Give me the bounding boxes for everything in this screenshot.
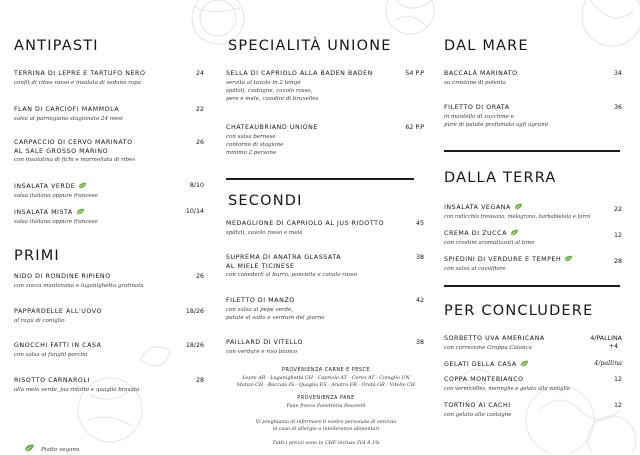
menu-item-description: spätzli, castagne, cavolo rosso, — [226, 87, 313, 94]
origin-meat-line: Lepre AR - Luganighetta CH - Capriolo AT - Cervo AT - Coniglio UN — [242, 375, 410, 381]
menu-item — [444, 402, 622, 419]
menu-item-name: SPIEDINI DI VERDURE E TEMPEH — [444, 256, 562, 263]
menu-item-price: 28 — [195, 377, 204, 384]
menu-item-name: CREMA DI ZUCCA — [444, 230, 507, 237]
section-title-secondi: SECONDI — [228, 193, 303, 209]
vegan-leaf-icon — [514, 203, 523, 210]
menu-item — [14, 106, 204, 123]
menu-item-price: 28 — [613, 258, 622, 265]
menu-item-price: 26 — [195, 139, 204, 146]
menu-item-price: 24 — [195, 70, 204, 77]
menu-item-description: con salsa bernese — [226, 133, 276, 140]
menu-item-price: 22 — [613, 206, 622, 213]
menu-item-name: FILETTO DI ORATA — [444, 104, 510, 111]
menu-item-description: salsa italiana oppure francese — [14, 192, 98, 199]
menu-item-description: pere e mele, cavolini di bruxelles — [226, 95, 319, 102]
menu-item-description: in mantello di zucchine e — [444, 113, 514, 120]
menu-item-description: purè di patate profumato agli agrumi — [444, 121, 549, 128]
menu-item-name: NIDO DI RONDINE RIPIENO — [14, 273, 111, 280]
menu-item-description: con vermicelles, meringhe e gelato alla vaniglia — [444, 385, 570, 392]
menu-item-name: FILETTO DI MANZO — [226, 297, 295, 304]
menu-item-name: GELATI DELLA CASA — [444, 361, 517, 368]
menu-item — [14, 182, 204, 200]
origin-bread-line: Pane fresco Panetteria Pesorelli — [286, 403, 366, 409]
menu-item-name: SORBETTO UVA AMERICANA — [444, 335, 545, 342]
menu-item-price: 45 — [415, 220, 424, 227]
menu-item-description: spätzli, cavolo rosso e mela — [226, 229, 303, 236]
section-title-primi: PRIMI — [14, 248, 60, 264]
vegan-leaf-icon — [510, 229, 519, 236]
menu-item-description: con zucca mantovana e luganighetta gratinata — [14, 282, 144, 289]
vegan-leaf-icon — [78, 182, 87, 189]
menu-item-description: con crostini aromatizzati al timo — [444, 239, 535, 246]
menu-item — [444, 335, 622, 352]
menu-item-name: COPPA MONTEBIANCO — [444, 376, 524, 383]
vegan-legend-label: Piatto vegano — [41, 447, 80, 453]
menu-item — [444, 255, 622, 273]
menu-item-price: 12 — [613, 376, 622, 383]
vegan-leaf-icon — [520, 360, 529, 367]
menu-item-description: servita al tavolo in 2 tempi — [226, 79, 301, 86]
menu-item-name: TERRINA DI LEPRE E TARTUFO NERO — [14, 70, 146, 77]
vegan-leaf-icon — [76, 208, 85, 215]
menu-item — [226, 70, 424, 103]
menu-item-price: 18/26 — [185, 308, 204, 315]
menu-item-price: 42 — [415, 297, 424, 304]
menu-item-name: SELLA DI CAPRIOLO ALLA BADEN BADEN — [226, 70, 373, 77]
menu-item-description: salsa al parmigiano stagionato 24 mesi — [14, 115, 123, 122]
menu-item-name: CARPACCIO DI CERVO MARINATO — [14, 139, 133, 146]
section-title-dalla-terra: DALLA TERRA — [444, 170, 557, 186]
menu-item-description: alla mela verde, jus ridotto e quaglia brasata — [14, 386, 140, 393]
section-divider — [444, 285, 620, 287]
menu-item — [226, 220, 424, 237]
menu-item-description: con correzione Grappa Calanca — [444, 344, 532, 351]
menu-item-price: 38 — [415, 339, 424, 346]
menu-item-description: con salsa al pepe verde, — [226, 306, 293, 313]
menu-item — [14, 308, 204, 325]
vegan-legend — [24, 436, 79, 455]
menu-item-description: con salsa al cavolfiore — [444, 265, 506, 272]
section-title-specialita: SPECIALITÀ UNIONE — [228, 38, 392, 54]
menu-item-name-line2: AL MIELE TICINESE — [226, 262, 295, 270]
menu-item-name: TORTINO AI CACHI — [444, 402, 511, 409]
menu-item — [14, 273, 204, 290]
menu-item — [14, 139, 204, 164]
menu-item-price: 22 — [195, 106, 204, 113]
menu-item-price-extra: +4 — [608, 343, 618, 350]
origin-meat-title: PROVENIENZA CARNE E PESCE — [282, 367, 370, 373]
menu-item-description: con gelato alle castagne — [444, 411, 512, 418]
menu-item — [444, 376, 622, 393]
section-title-antipasti: ANTIPASTI — [14, 38, 99, 54]
menu-item-description: patate al salto e verdure del giorno — [226, 314, 325, 321]
menu-item-name: PAILLARD DI VITELLO — [226, 339, 304, 346]
menu-item — [444, 104, 622, 129]
menu-item-price: 12 — [613, 232, 622, 239]
menu-item-price: 26 — [195, 273, 204, 280]
menu-item — [14, 342, 204, 359]
menu-item-name: INSALATA VERDE — [14, 183, 76, 190]
menu-item — [444, 70, 622, 87]
origin-bread-title: PROVENIENZA PANE — [297, 395, 355, 401]
menu-item-price: 18/26 — [185, 342, 204, 349]
menu-item-price: 36 — [613, 104, 622, 111]
menu-item — [226, 124, 424, 157]
menu-item-name: INSALATA MISTA — [14, 209, 73, 216]
section-divider — [444, 150, 620, 152]
menu-item-description: confit di ribes rosso e insalata di sedano rapa — [14, 79, 141, 86]
menu-item-price: 34 — [613, 70, 622, 77]
allergy-notice: Vi preghiamo di informare il nostro personale di servizio — [255, 419, 397, 425]
menu-item — [14, 377, 204, 394]
allergy-notice: in caso di allergie o intolleranze alimentari — [272, 426, 380, 432]
menu-item-description: su crostone di polenta — [444, 79, 506, 86]
menu-item-name: SUPREMA DI ANATRA GLASSATA — [226, 254, 342, 261]
menu-item — [226, 297, 424, 322]
menu-item-name: BACCALÀ MARINATO — [444, 70, 518, 77]
menu-item-description: con verdure e riso bianco — [226, 348, 298, 355]
menu-item — [444, 360, 622, 370]
menu-item — [444, 229, 622, 247]
menu-item-description: con insalatina di fichi e marmellata di ribes — [14, 157, 136, 164]
menu-item-price: 4/pallina — [594, 360, 622, 367]
menu-item-name: INSALATA VEGANA — [444, 204, 511, 211]
menu-item-price: 4/PALLINA — [590, 335, 622, 342]
menu-item — [14, 208, 204, 226]
menu-item-description: con salsa ai funghi porcini — [14, 351, 88, 358]
menu-item-price: 8/10 — [189, 182, 204, 189]
menu-item-description: al ragù di coniglio — [14, 317, 65, 324]
menu-item-price: 10/14 — [185, 208, 204, 215]
menu-item — [226, 339, 424, 356]
menu-item-name: FLAN DI CARCIOFI MAMMOLA — [14, 106, 120, 113]
menu-item-name: MEDAGLIONE DI CAPRIOLO AL JUS RIDOTTO — [226, 220, 385, 227]
menu-item-name: GNOCCHI FATTI IN CASA — [14, 342, 102, 349]
menu-item-description: con radicchio trevisano, melograno, barbabietola e farro — [444, 213, 591, 220]
menu-item-price: 12 — [613, 402, 622, 409]
menu-item — [444, 203, 622, 221]
menu-item-price: 38 — [415, 254, 424, 261]
menu-item-name: RISOTTO CARNAROLI — [14, 377, 90, 384]
menu-item-description: minimo 2 persone — [226, 149, 277, 156]
menu-item-description: con canederli al burro, pancetta e cavolo rosso — [226, 272, 358, 279]
vegan-leaf-icon — [564, 255, 573, 262]
section-divider — [226, 178, 414, 180]
origin-meat-line: Manzo CH - Baccalà IS - Quaglia ES - Anatra FR - Orata GR - Vitello CH — [236, 382, 416, 388]
menu-item-name-line2: AL SALE GROSSO MARINO — [14, 147, 109, 155]
menu-item-description: salsa italiana oppure francese — [14, 218, 98, 225]
menu-item-price: 62 P.P — [405, 124, 424, 131]
menu-item-name: PAPPARDELLE ALL'UOVO — [14, 308, 103, 315]
menu-item-price: 54 P.P — [405, 70, 424, 77]
menu-item — [226, 254, 424, 279]
menu-item-description: contorno di stagione — [226, 141, 284, 148]
section-title-dal-mare: DAL MARE — [444, 38, 529, 54]
menu-item-name: CHATEAUBRIAND UNIONE — [226, 124, 318, 131]
section-title-per-concludere: PER CONCLUDERE — [444, 303, 594, 319]
menu-item — [14, 70, 204, 87]
vegan-leaf-icon — [24, 444, 35, 452]
vat-notice: Tutti i prezzi sono in CHF incluso IVA 8.1% — [272, 440, 380, 446]
